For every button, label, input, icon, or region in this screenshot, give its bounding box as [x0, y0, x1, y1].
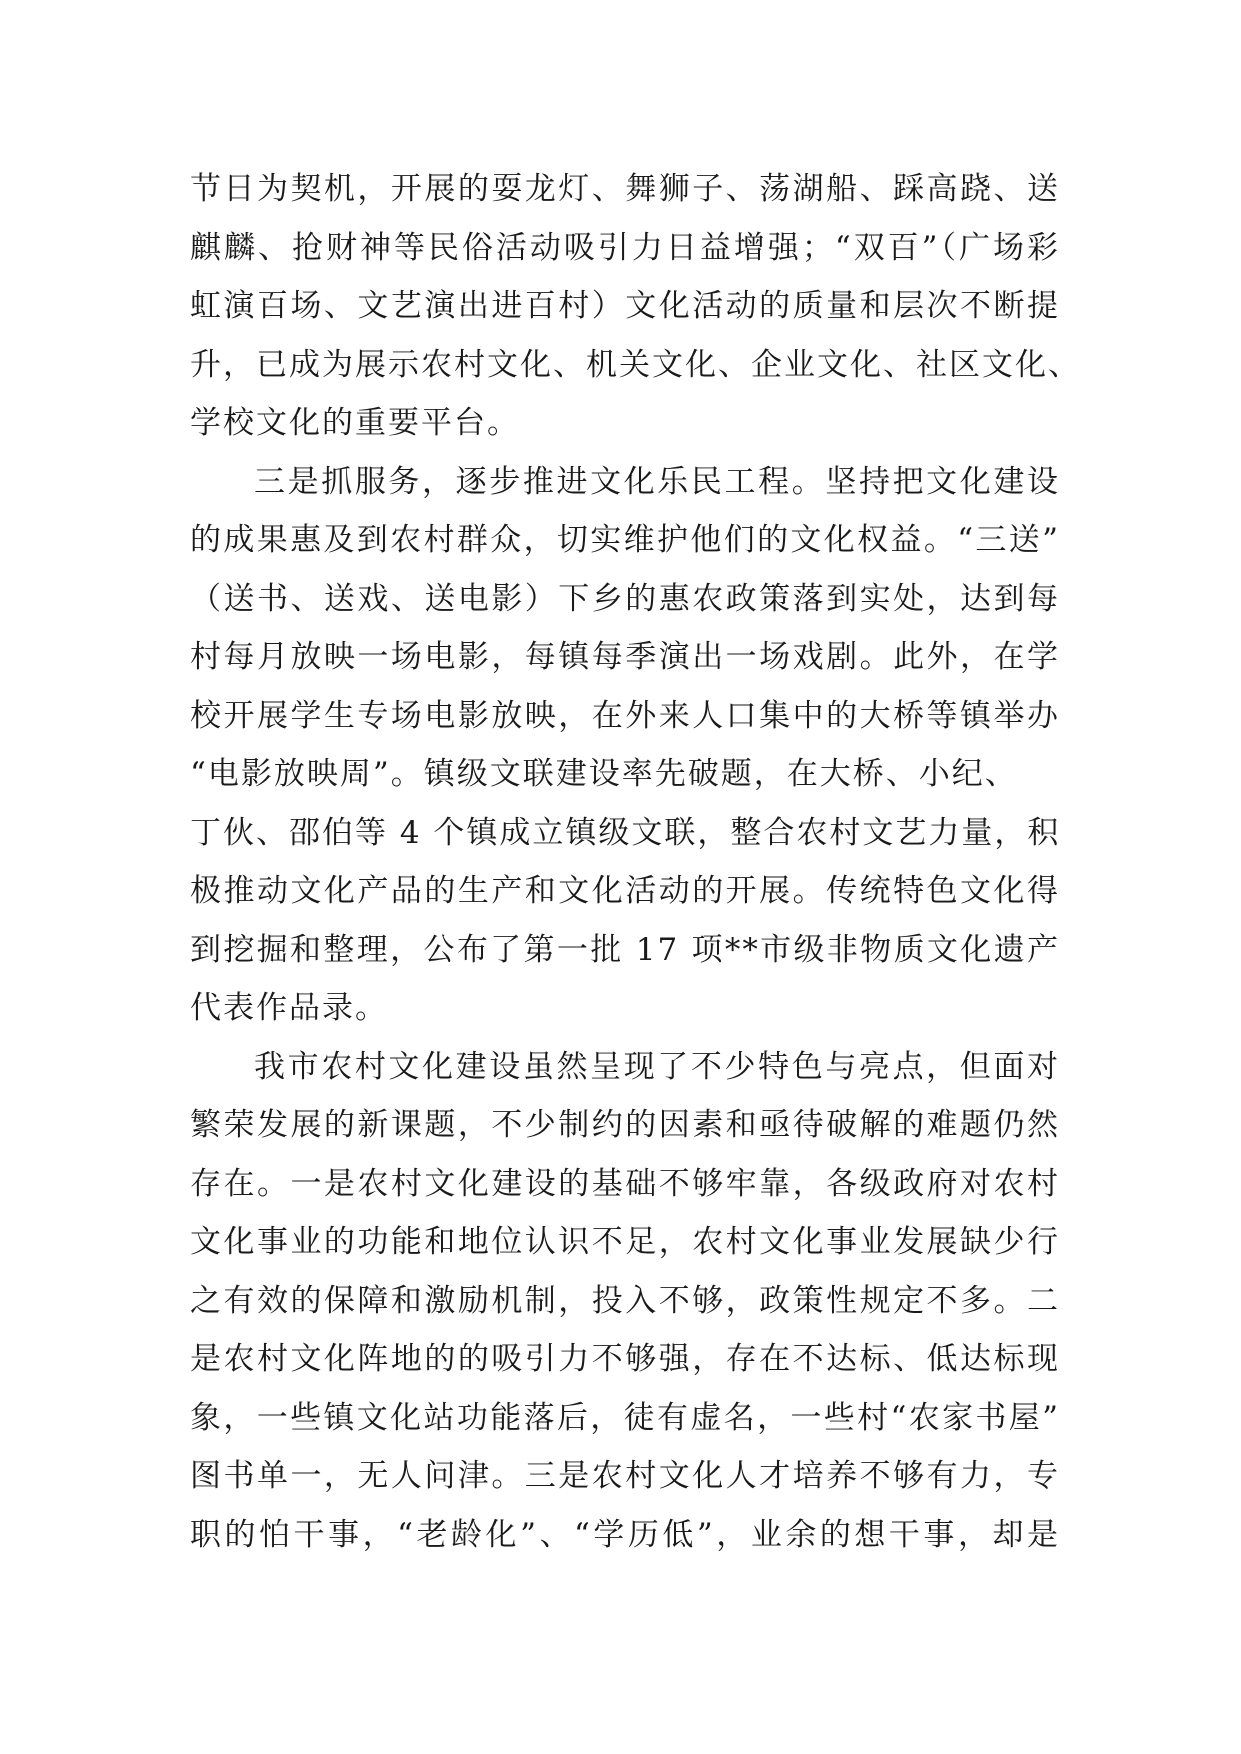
paragraph — [190, 453, 1060, 1038]
text-line: 是农村文化阵地的的吸引力不够强，存在不达标、低达标现 — [190, 1341, 1060, 1377]
text-line: 升，已成为展示农村文化、机关文化、企业文化、社区文化、 — [190, 346, 1081, 383]
text-line: 之有效的保障和激励机制，投入不够，政策性规定不多。二 — [190, 1282, 1060, 1319]
text-line: 极推动文化产品的生产和文化活动的开展。传统特色文化得 — [190, 873, 1060, 909]
text-line: 节日为契机，开展的耍龙灯、舞狮子、荡湖船、踩高跷、送 — [190, 171, 1060, 207]
body-text — [190, 160, 1081, 1564]
text-line: 繁荣发展的新课题，不少制约的因素和亟待破解的难题仍然 — [190, 1107, 1060, 1143]
text-line: 丁伙、邵伯等 4 个镇成立镇级文联，整合农村文艺力量，积 — [190, 814, 1061, 851]
text-line: 的成果惠及到农村群众，切实维护他们的文化权益。“三送” — [190, 522, 1060, 558]
text-line: 麒麟、抢财神等民俗活动吸引力日益增强；“双百”（广场彩 — [190, 229, 1060, 266]
paragraph — [190, 160, 1081, 453]
text-line: 村每月放映一场电影，每镇每季演出一场戏剧。此外，在学 — [190, 639, 1060, 675]
text-line: 到挖掘和整理，公布了第一批 17 项**市级非物质文化遗产 — [190, 931, 1060, 968]
text-line: 校开展学生专场电影放映，在外来人口集中的大桥等镇举办 — [190, 697, 1060, 734]
text-line: “电影放映周”。镇级文联建设率先破题，在大桥、小纪、 — [190, 756, 1018, 792]
text-line: （送书、送戏、送电影）下乡的惠农政策落到实处，达到每 — [190, 580, 1060, 617]
text-line: 三是抓服务，逐步推进文化乐民工程。坚持把文化建设 — [254, 463, 1060, 500]
text-line: 存在。一是农村文化建设的基础不够牢靠，各级政府对农村 — [190, 1165, 1060, 1202]
text-line: 代表作品录。 — [190, 990, 388, 1026]
text-line: 图书单一，无人问津。三是农村文化人才培养不够有力，专 — [190, 1458, 1060, 1494]
text-line: 职的怕干事，“老龄化”、“学历低”，业余的想干事，却是 — [190, 1516, 1060, 1553]
text-line: 象，一些镇文化站功能落后，徒有虚名，一些村“农家书屋” — [190, 1399, 1060, 1436]
text-line: 我市农村文化建设虽然呈现了不少特色与亮点，但面对 — [254, 1048, 1060, 1085]
text-line: 学校文化的重要平台。 — [190, 405, 520, 441]
text-line: 文化事业的功能和地位认识不足，农村文化事业发展缺少行 — [190, 1224, 1060, 1260]
paragraph — [190, 1038, 1060, 1565]
text-line: 虹演百场、文艺演出进百村）文化活动的质量和层次不断提 — [190, 288, 1060, 324]
